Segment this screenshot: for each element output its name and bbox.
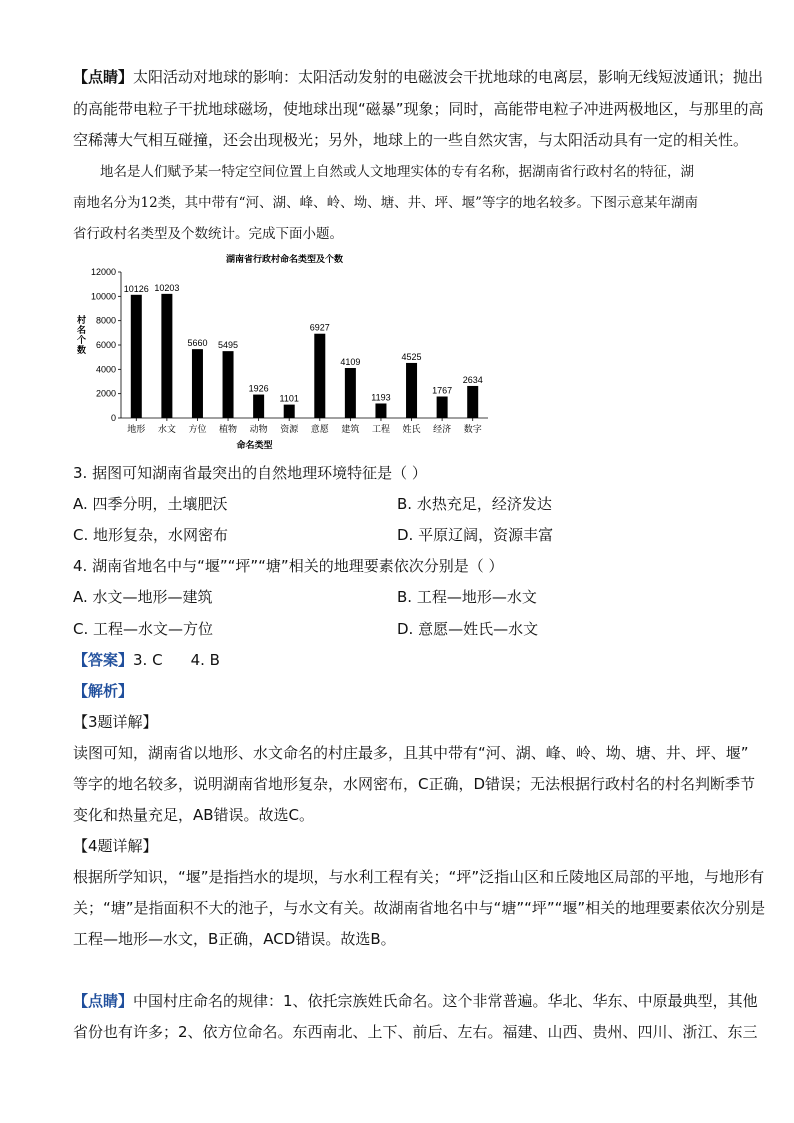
q4-option-b: B. 工程—地形—水文 xyxy=(397,588,537,606)
bar-data-label: 10203 xyxy=(154,282,180,293)
y-axis-label: 村名个数 xyxy=(77,315,87,355)
bar-data-label: 5660 xyxy=(187,338,208,349)
passage-line-1: 地名是人们赋予某一特定空间位置上自然或人文地理实体的专有名称，据湖南省行政村名的特征，湖 xyxy=(100,164,694,180)
q3-option-d: D. 平原辽阔，资源丰富 xyxy=(397,526,554,544)
answer-line xyxy=(73,650,220,670)
intro-line-2: 的高能带电粒子干扰地球磁场，使地球出现“磁暴”现象；同时，高能带电粒子冲进两极地区，与那里的高 xyxy=(73,100,764,118)
bar xyxy=(437,397,448,418)
x-tick-label: 资源 xyxy=(280,424,299,434)
note-line-2: 省份也有许多；2、依方位命名。东西南北、上下、前后、左右。福建、山西、贵州、四川、浙江、东三 xyxy=(73,1023,758,1041)
x-tick-label: 姓氏 xyxy=(402,424,421,434)
note-text-1: 中国村庄命名的规律：1、依托宗族姓氏命名。这个非常普遍。华北、华东、中原最典型，其他 xyxy=(133,992,758,1010)
q4-option-d: D. 意愿—姓氏—水文 xyxy=(397,620,539,638)
y-tick-label: 12000 xyxy=(90,267,116,277)
bar-data-label: 10126 xyxy=(123,283,149,294)
detail4-line-3: 工程—地形—水文，B正确，ACD错误。故选B。 xyxy=(73,930,396,948)
q3-option-a: A. 四季分明，土壤肥沃 xyxy=(73,495,228,513)
chart-title: 湖南省行政村命名类型及个数 xyxy=(225,254,344,264)
detail3-line-1: 读图可知，湖南省以地形、水文命名的村庄最多，且其中带有“河、湖、峰、岭、坳、塘、井、坪、堰” xyxy=(73,744,749,762)
bar xyxy=(253,395,264,418)
x-tick-label: 植物 xyxy=(219,424,238,434)
bar xyxy=(161,294,172,418)
q4-option-a: A. 水文—地形—建筑 xyxy=(73,588,213,606)
bar-data-label: 1767 xyxy=(432,385,453,396)
y-tick-label: 2000 xyxy=(95,388,116,399)
y-tick-label: 10000 xyxy=(90,291,116,302)
bar xyxy=(375,403,386,418)
intro-tag: 【点睛】 xyxy=(73,68,134,86)
q4-option-c: C. 工程—水文—方位 xyxy=(73,620,214,638)
q3-option-b: B. 水热充足，经济发达 xyxy=(397,495,552,513)
bar-data-label: 4109 xyxy=(340,357,361,368)
note-line-1 xyxy=(73,991,758,1011)
detail4-tag: 【4题详解】 xyxy=(73,837,158,855)
bar xyxy=(406,363,417,418)
bar xyxy=(467,386,478,418)
detail4-line-2: 关；“塘”是指面积不大的池子，与水文有关。故湖南省地名中与“塘”“坪”“堰”相关的地理要素依次分别是 xyxy=(73,899,766,917)
x-tick-label: 建筑 xyxy=(341,424,360,434)
detail3-line-2: 等字的地名较多，说明湖南省地形复杂，水网密布，C正确，D错误；无法根据行政村名的村名判断季节 xyxy=(73,775,756,793)
q3-option-c: C. 地形复杂，水网密布 xyxy=(73,526,229,544)
bar-data-label: 6927 xyxy=(309,322,330,333)
bar xyxy=(314,334,325,418)
bar-data-label: 1926 xyxy=(248,383,269,394)
answer-3: 3. C xyxy=(133,651,163,669)
analysis-tag: 【解析】 xyxy=(73,682,134,700)
intro-line-3: 空稀薄大气相互碰撞，还会出现极光；另外，地球上的一些自然灾害，与太阳活动具有一定的相关性。 xyxy=(73,131,749,149)
x-axis-label: 命名类型 xyxy=(236,440,273,450)
intro-line-1 xyxy=(73,67,763,87)
detail3-tag: 【3题详解】 xyxy=(73,713,158,731)
bar-data-label: 5495 xyxy=(218,340,239,351)
y-tick-label: 0 xyxy=(110,413,116,423)
x-tick-label: 地形 xyxy=(127,424,146,434)
q4-stem: 4. 湖南省地名中与“堰”“坪”“塘”相关的地理要素依次分别是（ ） xyxy=(73,557,504,575)
q3-stem: 3. 据图可知湖南省最突出的自然地理环境特征是（ ） xyxy=(73,464,427,482)
village-name-bar-chart xyxy=(73,250,493,455)
x-tick-label: 数字 xyxy=(463,424,482,434)
answer-4: 4. B xyxy=(190,651,220,669)
x-tick-label: 工程 xyxy=(371,424,390,434)
x-tick-label: 方位 xyxy=(188,424,207,434)
bar-data-label: 1101 xyxy=(279,393,299,404)
note-tag: 【点睛】 xyxy=(73,992,134,1010)
bar xyxy=(131,295,142,418)
passage-line-2: 南地名分为12类，其中带有“河、湖、峰、岭、坳、塘、井、坪、堰”等字的地名较多。下图示意某年湖南 xyxy=(73,195,698,211)
passage-line-3: 省行政村名类型及个数统计。完成下面小题。 xyxy=(73,226,343,242)
bar-data-label: 1193 xyxy=(371,392,391,403)
y-tick-label: 6000 xyxy=(95,340,116,350)
detail4-line-1: 根据所学知识，“堰”是指挡水的堤坝，与水利工程有关；“坪”泛指山区和丘陵地区局部的平地，与地形有 xyxy=(73,868,765,886)
y-tick-label: 8000 xyxy=(95,315,116,326)
bar xyxy=(192,349,203,418)
detail3-line-3: 变化和热量充足，AB错误。故选C。 xyxy=(73,806,315,824)
bar-data-label: 2634 xyxy=(462,374,483,385)
bar xyxy=(345,368,356,418)
bar-data-label: 4525 xyxy=(401,351,422,362)
x-tick-label: 水文 xyxy=(157,424,176,434)
answer-tag: 【答案】 xyxy=(73,651,134,669)
x-tick-label: 动物 xyxy=(249,424,268,434)
x-tick-label: 意愿 xyxy=(310,424,329,434)
bar xyxy=(284,405,295,418)
y-tick-label: 4000 xyxy=(95,364,116,375)
intro-text: 太阳活动对地球的影响：太阳活动发射的电磁波会干扰地球的电离层，影响无线短波通讯；抛出 xyxy=(133,68,764,86)
x-tick-label: 经济 xyxy=(433,424,452,434)
bar xyxy=(223,351,234,418)
